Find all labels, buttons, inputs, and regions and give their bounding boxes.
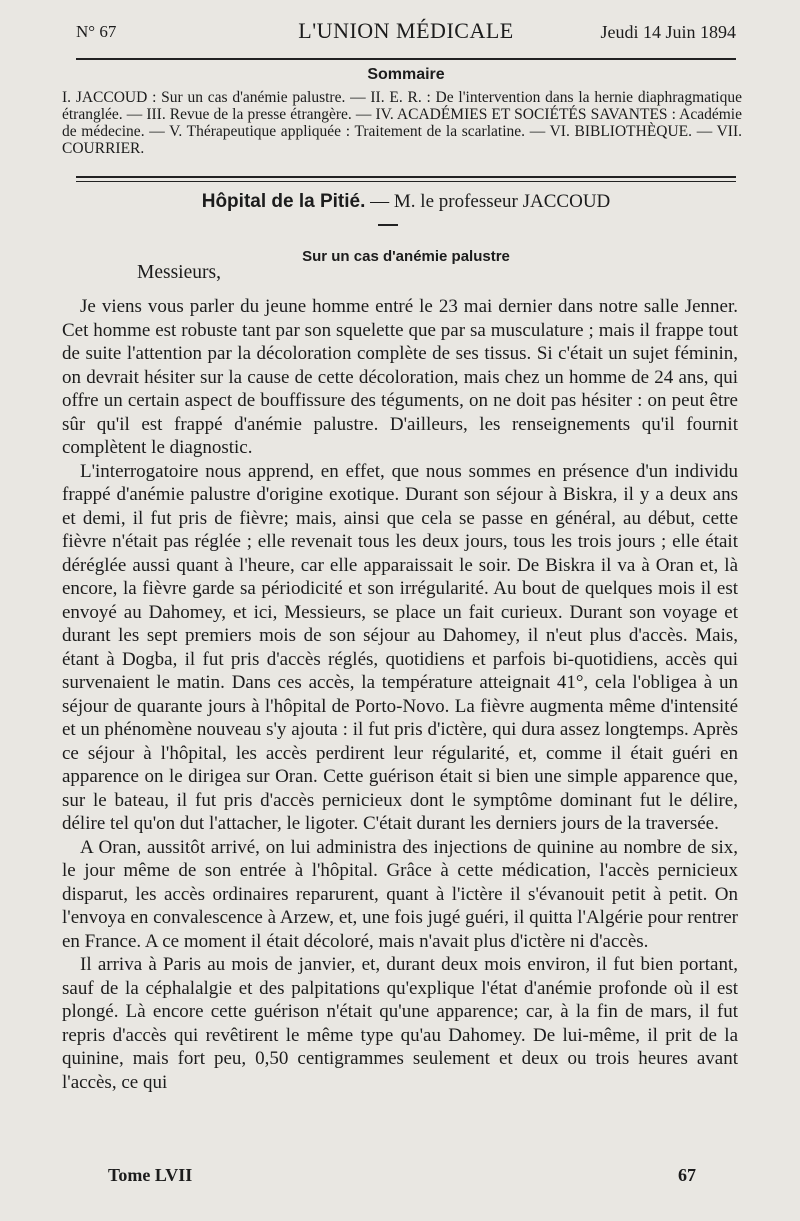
paragraph: Je viens vous parler du jeune homme entré le 23 mai dernier dans notre salle Jenner. Cet homme est robuste tant par son squelette que par sa musculature ; mais il frappe tout de suite l'attention par la décoloration complète de ses tissus. Si c'était un sujet féminin, on devrait hésiter sur la cause de cette décoloration, mais chez un homme de 24 ans, qui offre un certain aspect de bouffissure des téguments, on ne doit pas hésiter : on peut être sûr qu'il est frappé d'anémie palustre. D'ailleurs, les renseignements qu'il fournit complètent le diagnostic.: [62, 296, 738, 458]
summary-rule-bottom: [76, 181, 736, 182]
header-rule: [76, 58, 736, 60]
summary-text: I. JACCOUD : Sur un cas d'anémie palustre. — II. E. R. : De l'intervention dans la hernie diaphragmatique étranglée. — III. Revue de la presse étrangère. — IV. ACADÉMIES ET SOCIÉTÉS SAVANTES : Académie de médecine. — V. Thérapeutique appliquée : Traitement de la scarlatine. — VI. BIBLIOTHÈQUE. — VII. COURRIER.: [62, 89, 742, 157]
paragraph: Il arriva à Paris au mois de janvier, et, durant deux mois environ, il fut bien portant, sauf de la céphalalgie et des palpitations qu'explique l'état d'anémie profonde où il est plongé. Là encore cette guérison n'était qu'une apparence; car, à la fin de mars, il fut repris d'accès qui revêtirent le même type qu'au Dahomey. De lui-même, il prit de la quinine, mais fort peu, 0,50 centigrammes seulement et deux ou trois heures avant l'accès, ce qui: [62, 954, 738, 1093]
journal-title: L'UNION MÉDICALE: [298, 18, 514, 43]
salutation: Messieurs,: [137, 262, 221, 283]
article-body: [62, 295, 738, 1094]
heading-dash: [378, 224, 398, 226]
article-heading: [76, 191, 736, 213]
hospital-name: Hôpital de la Pitié.: [201, 191, 366, 212]
volume-label: Tome LVII: [108, 1165, 193, 1185]
article-subtitle: Sur un cas d'anémie palustre: [302, 248, 510, 265]
paragraph: L'interrogatoire nous apprend, en effet, que nous sommes en présence d'un individu frappé d'anémie palustre d'origine exotique. Durant son séjour à Biskra, il y a deux ans et demi, il fut pris de fièvre; mais, ainsi que cela se passe en général, au début, cette fièvre n'était pas réglée ; elle revenait tous les deux jours, tous les trois jours ; elle était déréglée aussi quant à l'heure, car elle apparaissait le soir. De Biskra il va à Oran et, là encore, la fièvre garde sa périodicité et son irrégularité. Au bout de quelques mois il est envoyé au Dahomey, et ici, Messieurs, se place un fait curieux. Durant son voyage et durant les sept premiers mois de son séjour au Dahomey, il n'eut plus d'accès. Mais, étant à Dogba, il fut pris d'accès réglés, quotidiens et parfois bi-quotidiens, accès qui survenaient le matin. Dans ces accès, la température atteignait 41°, cela l'obligea à un séjour de quarante jours à l'hôpital de Porto-Novo. La fièvre augmenta même d'intensité et un phénomène nouveau s'y ajouta : il fut pris d'ictère, qui dura assez longtemps. Après ce séjour à l'hôpital, les accès perdirent leur régularité, et, comme il était guéri en apparence on le dirigea sur Oran. Cette guérison était si bien une simple apparence que, sur le bateau, il fut pris d'accès pernicieux dont le symptôme dominant fut le délire, délire tel qu'on dut l'attacher, le ligoter. C'était durant les derniers jours de la traversée.: [62, 460, 738, 834]
page-number: 67: [678, 1165, 696, 1185]
issue-date: Jeudi 14 Juin 1894: [600, 22, 736, 42]
issue-number: N° 67: [76, 22, 117, 41]
summary-title: Sommaire: [367, 66, 445, 83]
professor-name: — M. le professeur JACCOUD: [365, 191, 611, 212]
summary-rule-top: [76, 176, 736, 178]
paragraph: A Oran, aussitôt arrivé, on lui administra des injections de quinine au nombre de six, le jour même de son entrée à l'hôpital. Grâce à cette médication, l'accès pernicieux disparut, les accès ordinaires reparurent, quant à l'ictère il s'évanouit petit à petit. On l'envoya en convalescence à Arzew, et, une fois jugé guéri, il quitta l'Algérie pour rentrer en France. A ce moment il était décoloré, mais n'avait plus d'ictère ni d'accès.: [62, 836, 738, 952]
page-footer: [108, 1165, 696, 1186]
page-header: [76, 16, 736, 50]
